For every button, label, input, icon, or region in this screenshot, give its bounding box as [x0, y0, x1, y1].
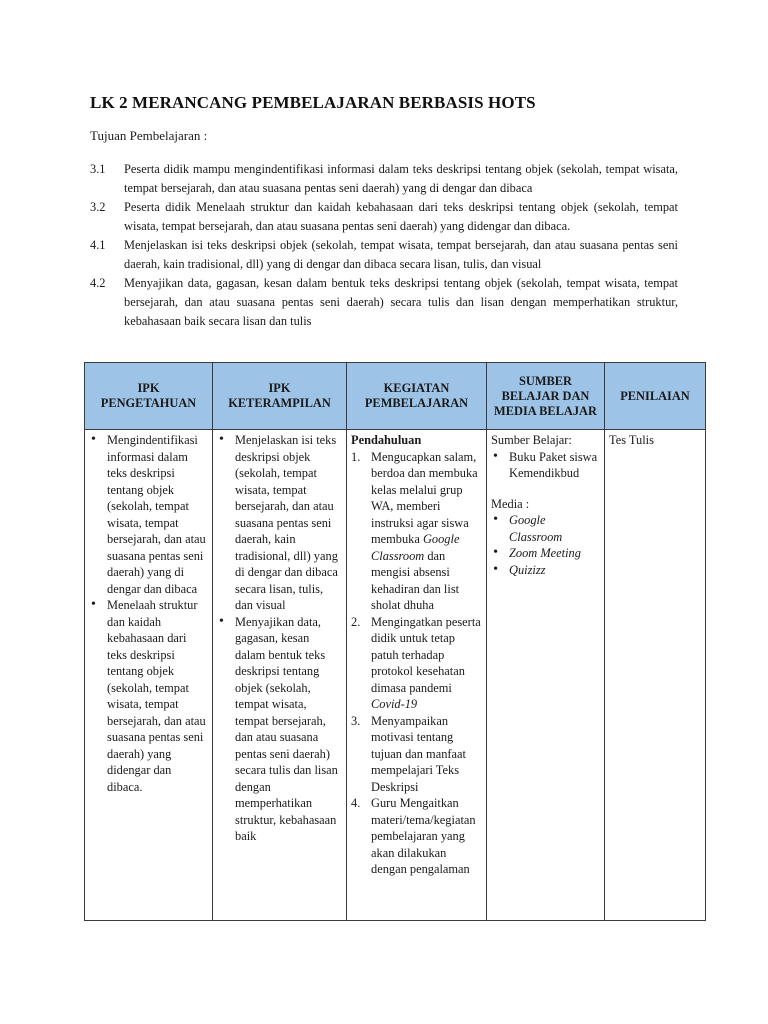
- list-item: • Mengindentifikasi informasi dalam teks deskripsi tentang objek (sekolah, tempat wisata, tempat bersejarah, dan atau suasana pentas seni daerah) yang di dengar dan dibaca: [89, 432, 208, 597]
- numbered-list: [351, 449, 482, 878]
- list-item: • Buku Paket siswa Kemendikbud: [491, 449, 600, 482]
- header-ipk-pengetahuan: IPK PENGETAHUAN: [85, 363, 213, 430]
- cell-kegiatan-pembelajaran: [347, 430, 487, 921]
- objective-text: Menjelaskan isi teks deskripsi objek (sekolah, tempat wisata, tempat bersejarah, dan atau suasana pentas seni daerah, kain tradisional, dll) yang di dengar dan dibaca secara lisan, tulis, dan visual: [124, 238, 678, 271]
- step-number: 2.: [351, 614, 361, 629]
- step-italic: Covid-19: [371, 697, 418, 711]
- header-ipk-keterampilan: IPK KETERAMPILAN: [213, 363, 347, 430]
- list-item: • Menyajikan data, gagasan, kesan dalam bentuk teks deskripsi tentang objek (sekolah, tempat wisata, tempat bersejarah, dan atau suasana pentas seni daerah) secara tulis dan lisan dengan memperhatikan struktur, kebahasaan baik: [217, 614, 342, 845]
- list-item: • Quizizz: [491, 562, 600, 579]
- step-number: 3.: [351, 713, 361, 728]
- list-item: [351, 614, 482, 713]
- objective-number: 4.1: [90, 238, 106, 252]
- objectives-list: [90, 160, 678, 331]
- table-header-row: [85, 363, 706, 430]
- objective-item: [90, 274, 678, 331]
- list-item: • Menjelaskan isi teks deskripsi objek (sekolah, tempat wisata, tempat bersejarah, dan atau suasana pentas seni daerah, kain tradisional, dll) yang di dengar dan dibaca secara lisan, tulis, dan visual: [217, 432, 342, 614]
- list-item: • Google Classroom: [491, 512, 600, 545]
- objective-text: Peserta didik mampu mengindentifikasi informasi dalam teks deskripsi tentang objek (sekolah, tempat wisata, tempat bersejarah, dan atau suasana pentas seni daerah) yang di dengar dan dibaca: [124, 162, 678, 195]
- objective-number: 3.1: [90, 162, 106, 176]
- step-italic: Google Classroom: [371, 532, 460, 563]
- list-item: [351, 795, 482, 878]
- step-number: 1.: [351, 449, 361, 464]
- bullet-list: [491, 449, 600, 482]
- step-number: 4.: [351, 796, 361, 810]
- objective-item: [90, 160, 678, 198]
- objective-item: [90, 198, 678, 236]
- step-text: Menyampaikan motivasi tentang tujuan dan manfaat mempelajari Teks Deskripsi: [371, 713, 466, 794]
- table-row: [85, 430, 706, 921]
- media-list: [491, 512, 600, 578]
- header-kegiatan-pembelajaran: KEGIATAN PEMBELAJARAN: [347, 363, 487, 430]
- list-item: [351, 713, 482, 796]
- cell-penilaian: [605, 430, 706, 921]
- step-text-after: dan mengisi absensi kehadiran dan list sholat dhuha: [371, 548, 460, 612]
- sumber-label: Sumber Belajar:: [491, 433, 572, 447]
- step-text: Mengucapkan salam, berdoa dan membuka kelas melalui grup WA, memberi instruksi agar siswa membuka: [371, 449, 478, 546]
- list-item: • Menelaah struktur dan kaidah kebahasaan dari teks deskripsi tentang objek (sekolah, tempat wisata, tempat bersejarah, dan atau suasana pentas seni daerah) yang didengar dan dibaca.: [89, 597, 208, 795]
- list-item: [351, 449, 482, 614]
- objective-text: Peserta didik Menelaah struktur dan kaidah kebahasaan dari teks deskripsi tentang objek (sekolah, tempat wisata, tempat bersejarah, dan atau suasana pentas seni daerah) yang didengar dan dibaca.: [124, 200, 678, 233]
- step-text: Mengingatkan peserta didik untuk tetap patuh terhadap protokol kesehatan dimasa pandemi: [371, 614, 481, 695]
- objective-number: 4.2: [90, 276, 106, 290]
- penilaian-text: Tes Tulis: [609, 433, 654, 447]
- lesson-plan-table: [84, 362, 706, 921]
- page-title: LK 2 MERANCANG PEMBELAJARAN BERBASIS HOTS: [90, 93, 536, 112]
- header-penilaian: PENILAIAN: [605, 363, 706, 430]
- objective-item: [90, 236, 678, 274]
- objective-text: Menyajikan data, gagasan, kesan dalam bentuk teks deskripsi tentang objek (sekolah, tempat wisata, tempat bersejarah, dan atau suasana pentas seni daerah) secara tulis dan lisan dengan memperhatikan struktur, kebahasaan baik secara lisan dan tulis: [124, 276, 678, 328]
- step-text: Guru Mengaitkan materi/tema/kegiatan pembelajaran yang akan dilakukan dengan pengalaman: [371, 796, 476, 876]
- media-label: Media :: [491, 496, 530, 511]
- header-sumber-belajar: SUMBER BELAJAR DAN MEDIA BELAJAR: [487, 363, 605, 430]
- bullet-list: [89, 432, 208, 795]
- objectives-label: Tujuan Pembelajaran :: [90, 128, 208, 143]
- section-heading: Pendahuluan: [351, 433, 422, 447]
- list-item: • Zoom Meeting: [491, 545, 600, 562]
- cell-ipk-keterampilan: [213, 430, 347, 921]
- objective-number: 3.2: [90, 200, 106, 214]
- cell-sumber-belajar: [487, 430, 605, 921]
- cell-ipk-pengetahuan: [85, 430, 213, 921]
- bullet-list: [217, 432, 342, 845]
